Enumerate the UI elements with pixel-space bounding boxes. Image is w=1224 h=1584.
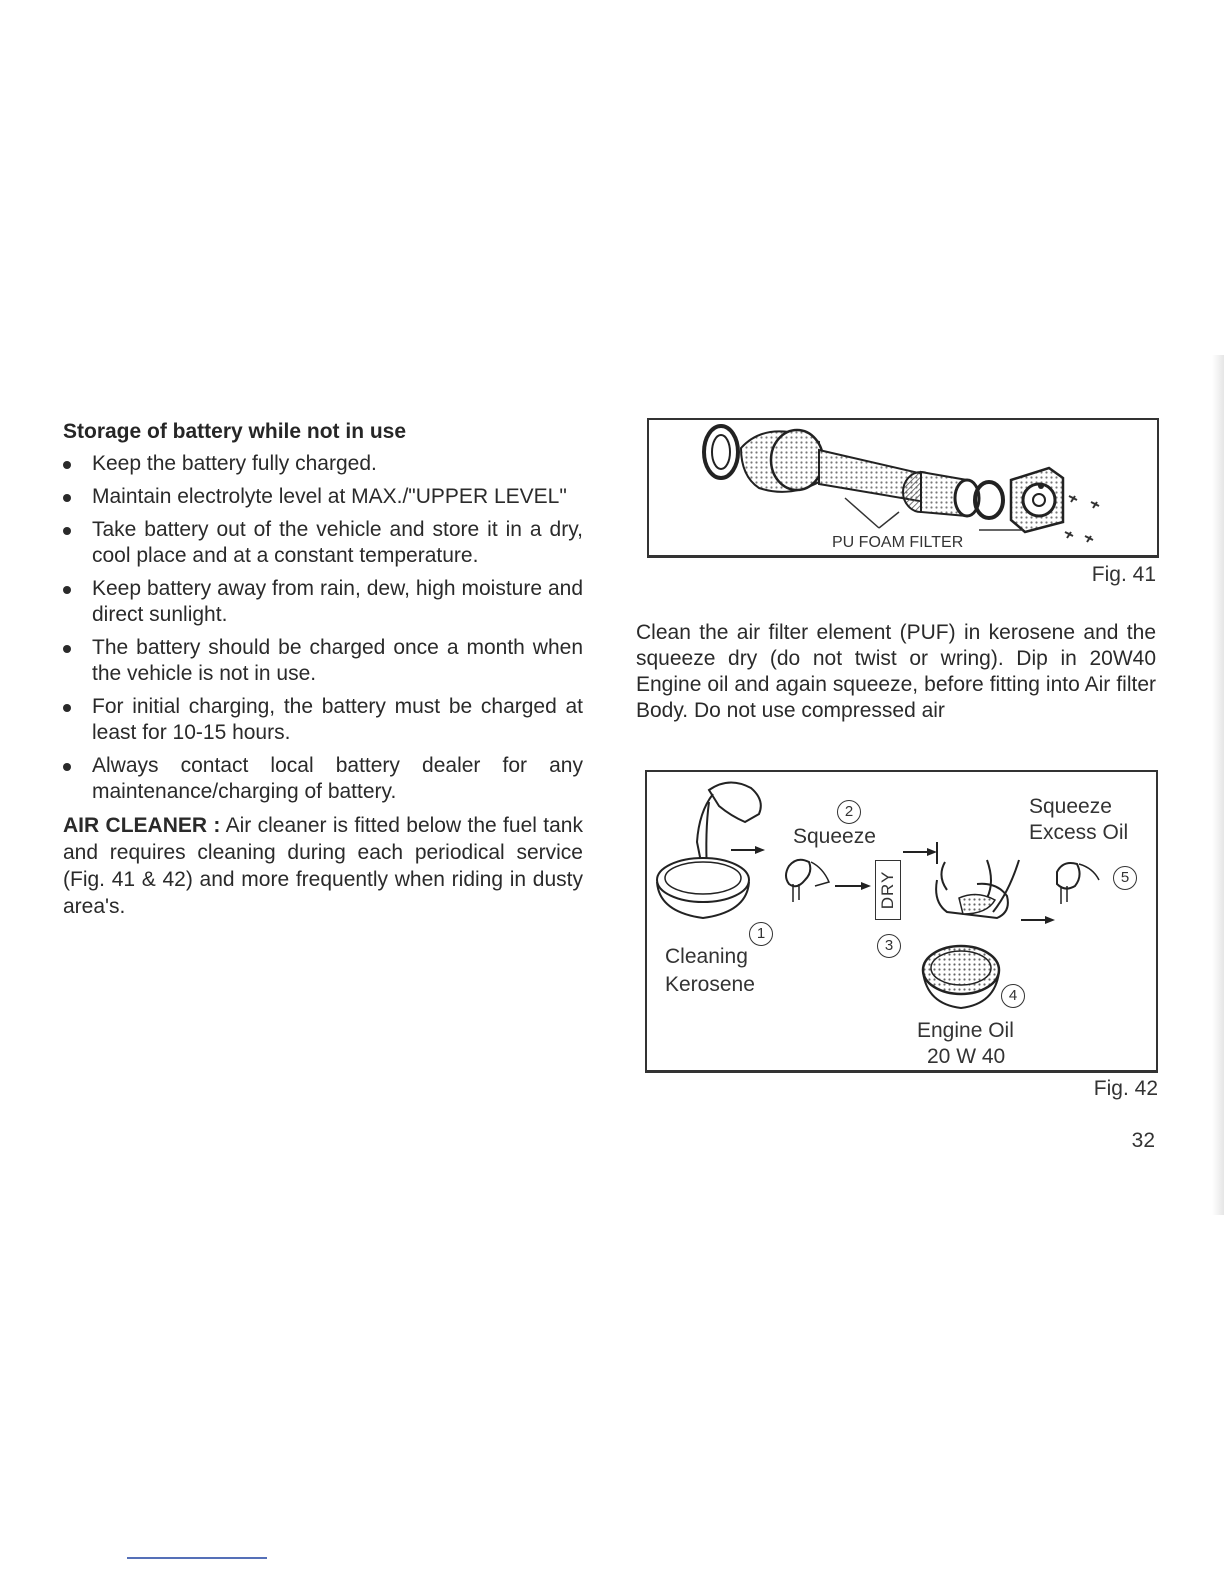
page-edge-shadow bbox=[1212, 355, 1224, 1215]
step-2-marker: 2 bbox=[837, 800, 861, 824]
dry-label: DRY bbox=[878, 870, 897, 910]
step-1-marker: 1 bbox=[749, 922, 773, 946]
step-4-marker: 4 bbox=[1001, 984, 1025, 1008]
figure-41-caption: Fig. 41 bbox=[1091, 563, 1156, 586]
list-item: Keep the battery fully charged. bbox=[63, 451, 583, 477]
left-column bbox=[63, 418, 583, 920]
air-cleaner-paragraph bbox=[63, 812, 583, 920]
list-item: Keep battery away from rain, dew, high moisture and direct sunlight. bbox=[63, 576, 583, 628]
squeeze-excess-label-line2: Excess Oil bbox=[1029, 821, 1129, 844]
air-cleaner-text: Air cleaner is fitted below the fuel tank and requires cleaning during each periodical service (Fig. 41 & 42) and more frequently when riding in dusty area's. bbox=[63, 814, 583, 918]
cleaning-label: Cleaning bbox=[665, 945, 748, 968]
bullet-dot bbox=[63, 763, 71, 771]
list-item: For initial charging, the battery must be charged at least for 10-15 hours. bbox=[63, 694, 583, 746]
bullet-dot bbox=[63, 586, 71, 594]
step-3-marker: 3 bbox=[877, 934, 901, 958]
engine-oil-grade-label: 20 W 40 bbox=[927, 1045, 1006, 1068]
list-item: Take battery out of the vehicle and store it in a dry, cool place and at a constant temperature. bbox=[63, 517, 583, 569]
pu-foam-filter-label: PU FOAM FILTER bbox=[832, 534, 964, 551]
bullet-dot bbox=[63, 461, 71, 469]
figure-42-cleaning-steps bbox=[645, 770, 1158, 1073]
engine-oil-label: Engine Oil bbox=[917, 1019, 1014, 1042]
bullet-dot bbox=[63, 704, 71, 712]
figure-42-caption: Fig. 42 bbox=[1093, 1077, 1158, 1100]
page-number: 32 bbox=[1131, 1129, 1155, 1152]
list-item: The battery should be charged once a month when the vehicle is not in use. bbox=[63, 635, 583, 687]
squeeze-label: Squeeze bbox=[793, 825, 876, 848]
figure-41-air-filter-parts bbox=[647, 418, 1159, 558]
storage-bullet-list bbox=[63, 451, 583, 805]
list-item: Always contact local battery dealer for any maintenance/charging of battery. bbox=[63, 753, 583, 805]
bullet-dot bbox=[63, 494, 71, 502]
squeeze-excess-label-line1: Squeeze bbox=[1029, 795, 1112, 818]
list-item: Maintain electrolyte level at MAX./"UPPER LEVEL" bbox=[63, 484, 583, 510]
kerosene-label: Kerosene bbox=[665, 973, 755, 996]
cleaning-instructions: Clean the air filter element (PUF) in kerosene and the squeeze dry (do not twist or wring). Dip in 20W40 Engine oil and again squeeze, before fitting into Air filter Body. Do not use compressed air bbox=[636, 621, 1156, 722]
storage-heading: Storage of battery while not in use bbox=[63, 420, 407, 443]
bullet-dot bbox=[63, 645, 71, 653]
footer-rule bbox=[127, 1557, 267, 1559]
bullet-dot bbox=[63, 527, 71, 535]
air-cleaner-label: AIR CLEANER : bbox=[63, 814, 221, 837]
step-5-marker: 5 bbox=[1113, 866, 1137, 890]
dry-label-box bbox=[875, 860, 901, 920]
